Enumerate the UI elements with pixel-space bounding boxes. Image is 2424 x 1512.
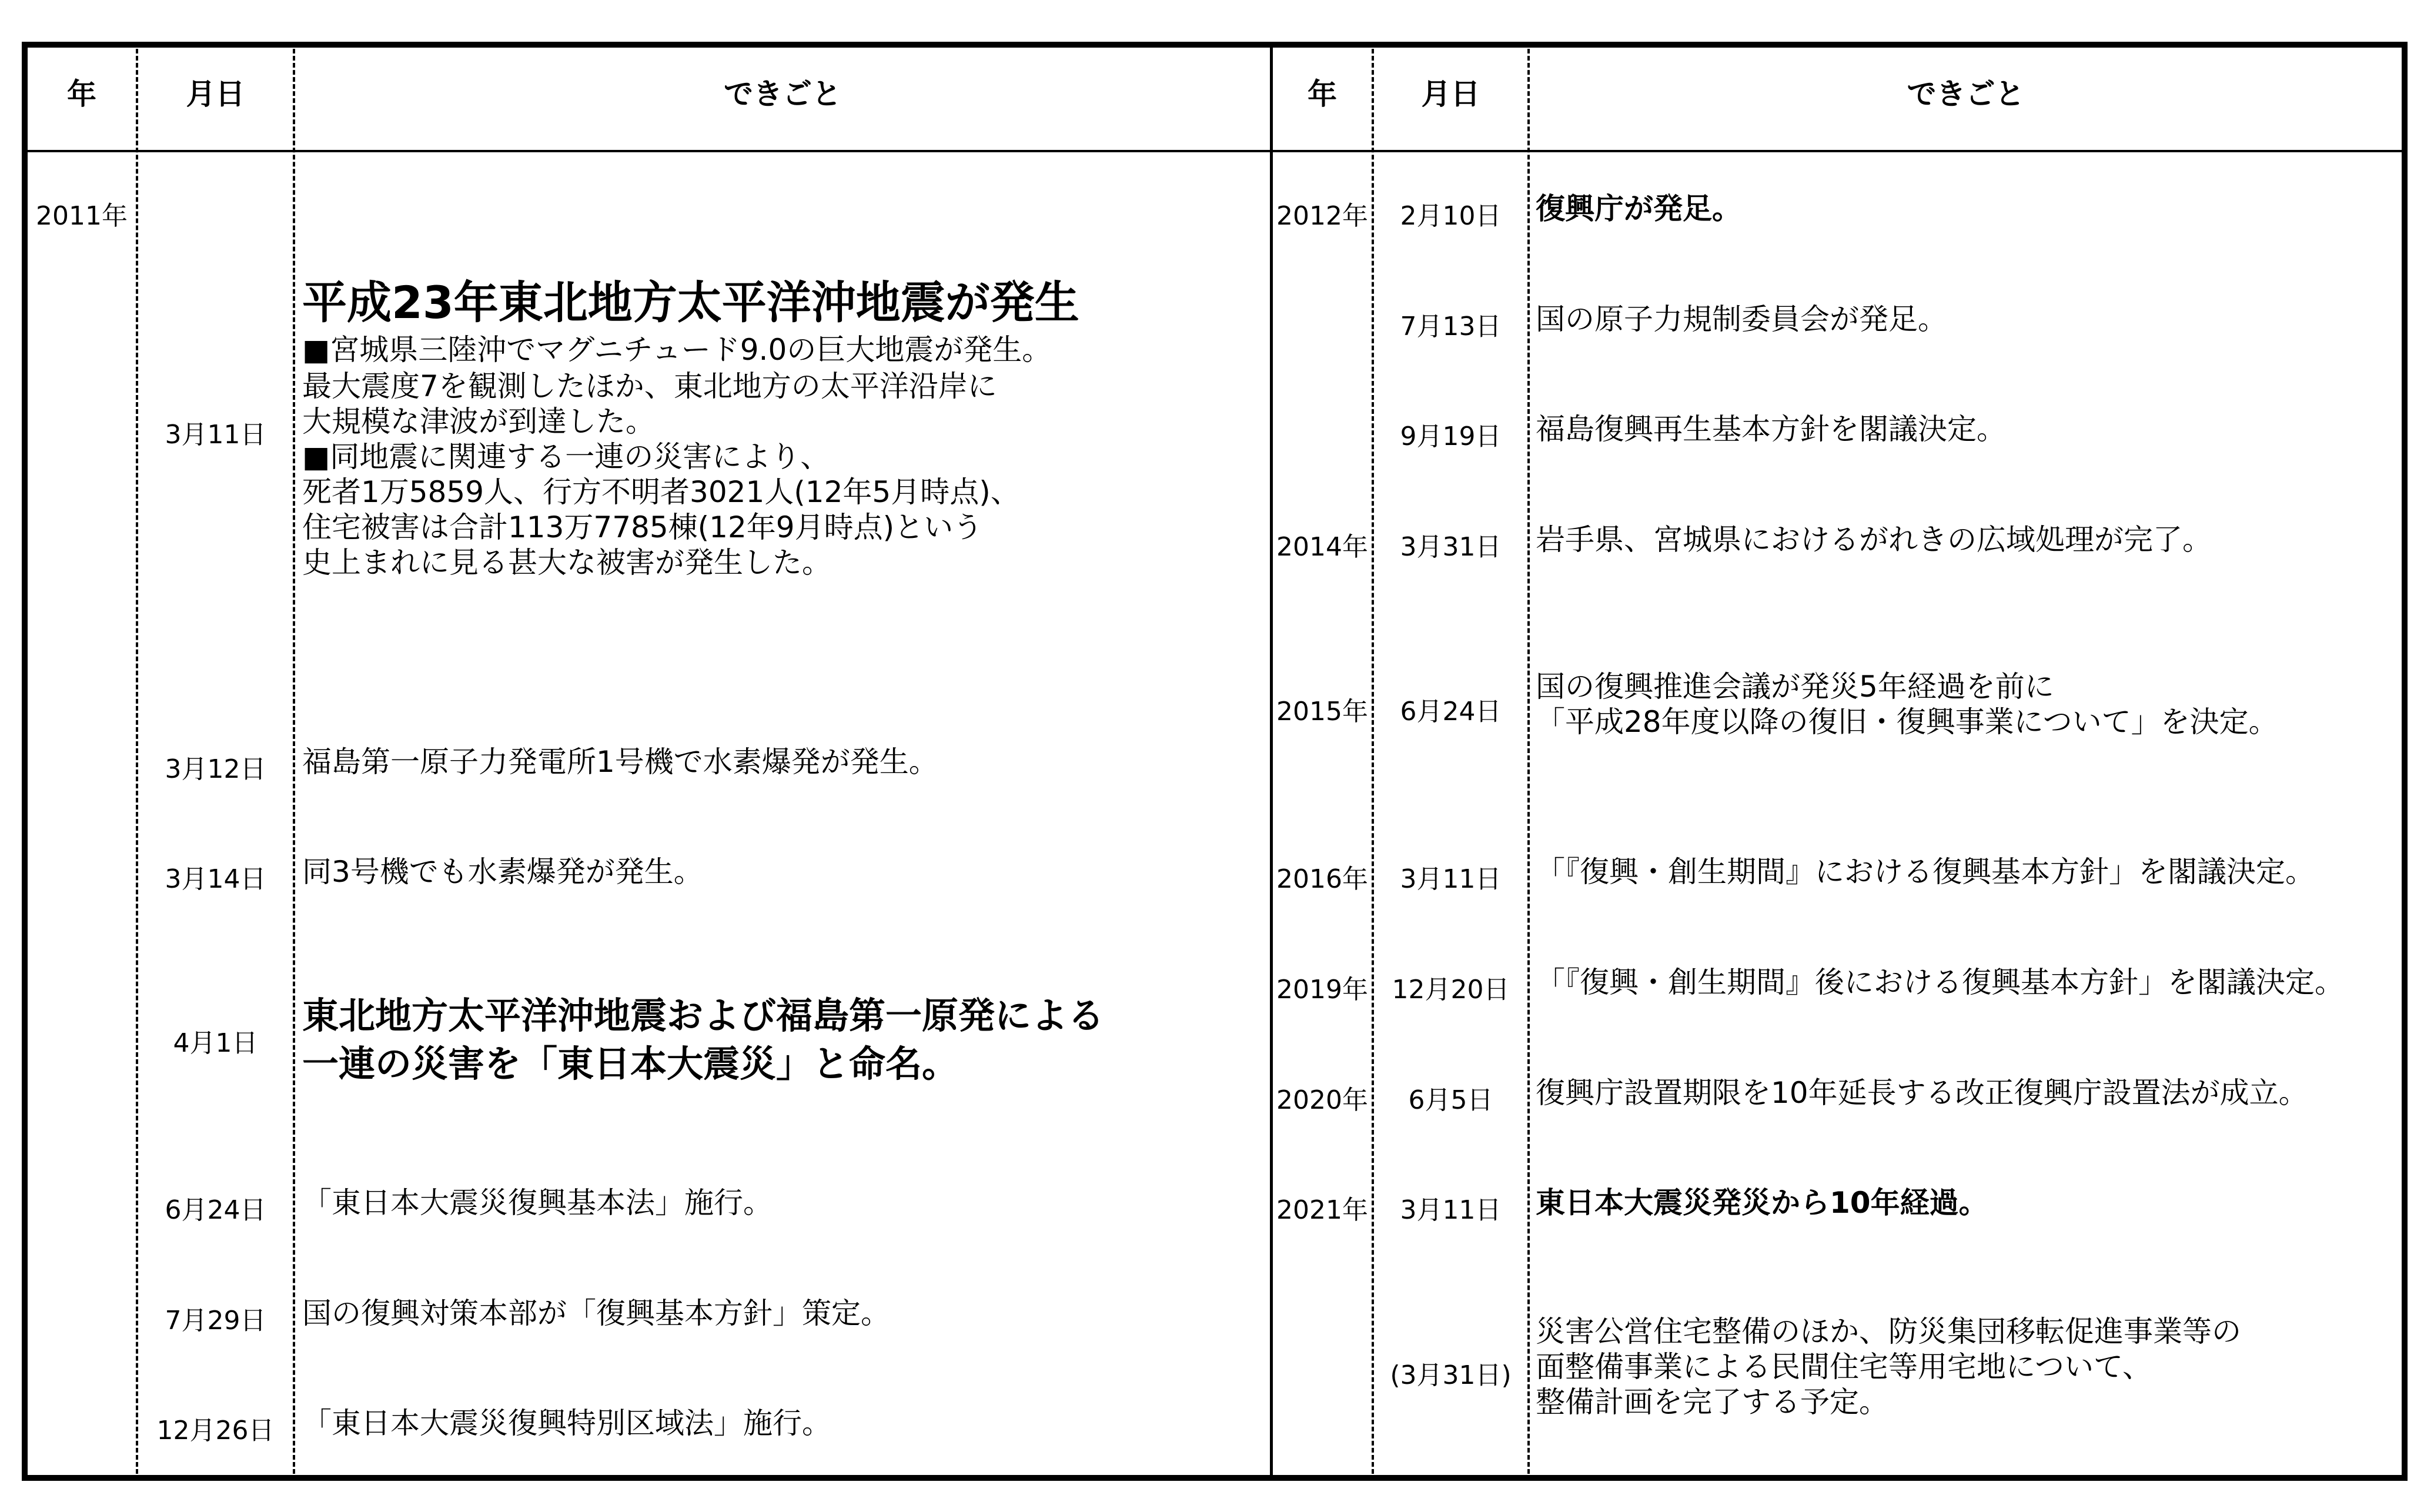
year-label: 2011年 (36, 201, 128, 231)
center-divider (1270, 42, 1273, 1481)
year-label: 2019年 (1276, 975, 1368, 1005)
column-divider (1527, 42, 1530, 1481)
event-text-line: 整備計画を完了する予定。 (1536, 1385, 1888, 1419)
event-text-line: 面整備事業による民間住宅等用宅地について、 (1536, 1350, 2152, 1384)
event-detail-line: 最大震度7を観測したほか、東北地方の太平洋沿岸に (302, 369, 997, 403)
year-label: 2020年 (1276, 1085, 1368, 1115)
event-detail-line: 住宅被害は合計113万7785棟(12年9月時点)という (302, 510, 983, 544)
date-label: 3月11日 (1400, 864, 1502, 894)
event-detail-line: 史上まれに見る甚大な被害が発生した。 (302, 546, 831, 580)
header-year: 年 (67, 77, 96, 111)
date-label: 7月29日 (165, 1306, 266, 1336)
event-text: 東日本大震災発災から10年経過。 (1536, 1186, 1988, 1220)
event-highlight-line: 東北地方太平洋沖地震および福島第一原発による (302, 994, 1105, 1037)
event-text-line: 災害公営住宅整備のほか、防災集団移転促進事業等の (1536, 1314, 2241, 1349)
event-text: 復興庁設置期限を10年延長する改正復興庁設置法が成立。 (1536, 1076, 2308, 1110)
header-event: できごと (1907, 77, 2025, 111)
year-label: 2016年 (1276, 864, 1368, 894)
header-event: できごと (724, 77, 841, 111)
date-label: 6月24日 (1400, 697, 1502, 727)
date-label: 6月24日 (165, 1195, 266, 1225)
event-text: 「東日本大震災復興特別区域法」施行。 (302, 1406, 831, 1440)
date-label: 3月11日 (1400, 1195, 1502, 1225)
event-detail-line: ■宮城県三陸沖でマグニチュード9.0の巨大地震が発生。 (302, 333, 1052, 367)
year-label: 2012年 (1276, 201, 1368, 231)
event-text-line: 国の復興推進会議が発災5年経過を前に (1536, 670, 2054, 704)
year-label: 2021年 (1276, 1195, 1368, 1225)
event-text: 国の復興対策本部が「復興基本方針」策定。 (302, 1296, 890, 1330)
event-highlight-line: 一連の災害を「東日本大震災」と命名。 (302, 1042, 959, 1085)
event-detail-line: ■同地震に関連する一連の災害により、 (302, 440, 830, 474)
date-label: 12月26日 (156, 1416, 275, 1446)
date-label: 3月14日 (165, 864, 266, 894)
event-detail-line: 死者1万5859人、行方不明者3021人(12年5月時点)、 (302, 475, 1020, 509)
event-text: 福島第一原子力発電所1号機で水素爆発が発生。 (302, 745, 938, 779)
date-label: 9月19日 (1400, 422, 1502, 451)
date-label: (3月31日) (1390, 1360, 1512, 1390)
header-date: 月日 (1421, 77, 1480, 111)
event-text: 国の原子力規制委員会が発足。 (1536, 302, 1947, 336)
date-label: 3月31日 (1400, 532, 1502, 562)
header-date: 月日 (186, 77, 245, 111)
event-text: 同3号機でも水素爆発が発生。 (302, 855, 703, 889)
date-label: 12月20日 (1392, 975, 1510, 1005)
event-text: 岩手県、宮城県におけるがれきの広域処理が完了。 (1536, 523, 2212, 557)
date-label: 3月12日 (165, 754, 266, 784)
header-year: 年 (1308, 77, 1337, 111)
event-text: 復興庁が発足。 (1536, 192, 1741, 226)
header-divider (22, 150, 2408, 152)
date-label: 6月5日 (1408, 1085, 1493, 1115)
event-text: 「東日本大震災復興基本法」施行。 (302, 1186, 773, 1220)
column-divider (1372, 42, 1374, 1481)
column-divider (293, 42, 295, 1481)
date-label: 7月13日 (1400, 312, 1502, 342)
date-label: 4月1日 (173, 1028, 258, 1058)
year-label: 2014年 (1276, 532, 1368, 562)
event-detail-line: 大規模な津波が到達した。 (302, 404, 655, 439)
event-text-line: 「平成28年度以降の復旧・復興事業について」を決定。 (1536, 705, 2278, 739)
event-text: 福島復興再生基本方針を閣議決定。 (1536, 412, 2006, 446)
date-label: 2月10日 (1400, 201, 1502, 231)
event-text: 「『復興・創生期間』後における復興基本方針」を閣議決定。 (1536, 965, 2344, 999)
date-label: 3月11日 (165, 420, 266, 450)
event-text: 「『復興・創生期間』における復興基本方針」を閣議決定。 (1536, 855, 2315, 889)
year-label: 2015年 (1276, 697, 1368, 727)
event-title: 平成23年東北地方太平洋沖地震が発生 (302, 276, 1079, 329)
